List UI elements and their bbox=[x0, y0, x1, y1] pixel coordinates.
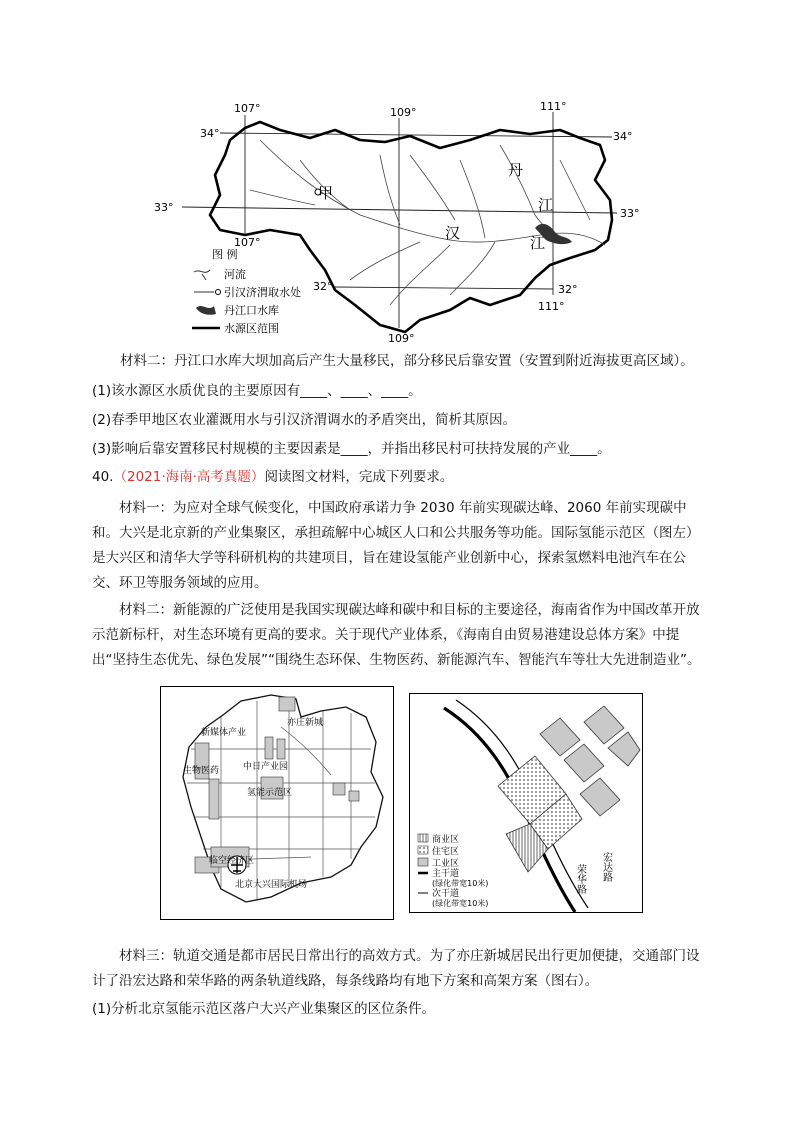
q40-material3: 材料三：轨道交通是都市居民日常出行的高效方式。为了亦庄新城居民出行更加便捷，交通部门设计了沿宏达路和荣华路的两条轨道线路，每条线路均有地下方案和高架方案（图右）。 bbox=[92, 948, 700, 989]
zone-yizhuang bbox=[279, 697, 295, 711]
legend-commercial-swatch bbox=[418, 834, 428, 842]
q40-sub1: (1)分析北京氢能示范区落户大兴产业集聚区的区位条件。 bbox=[92, 1001, 436, 1017]
map-daxing-svg bbox=[161, 687, 393, 919]
label-107-top: 107° bbox=[234, 102, 261, 115]
legend-secondary-road-note: (绿化带宽10米) bbox=[432, 899, 489, 908]
label-33-left: 33° bbox=[154, 201, 174, 214]
label-hydrogen: 氢能示范区 bbox=[247, 788, 293, 798]
q40-instruction: 阅读图文材料，完成下列要求。 bbox=[264, 469, 454, 485]
block-industrial-2 bbox=[564, 744, 604, 782]
river-trib-8 bbox=[250, 190, 315, 205]
rivers bbox=[250, 140, 605, 305]
map-hanjiang-source-area bbox=[150, 100, 650, 345]
legend-industrial-swatch bbox=[418, 858, 428, 866]
river-trib-7 bbox=[450, 242, 495, 295]
label-jia: 甲 bbox=[318, 184, 334, 202]
q40-number: 40. bbox=[92, 469, 114, 485]
q39-sub3: (3)影响后靠安置移民村规模的主要因素是____，并指出移民村可扶持发展的产业____。 bbox=[92, 441, 611, 457]
q39-sub2: (2)春季甲地区农业灌溉用水与引汉济渭调水的矛盾突出，简析其原因。 bbox=[92, 412, 517, 428]
label-han: 汉 bbox=[445, 224, 461, 242]
label-111-top: 111° bbox=[540, 100, 567, 113]
label-32-right: 32° bbox=[558, 283, 578, 296]
legend-commercial: 商业区 bbox=[432, 835, 460, 845]
label-34-left: 34° bbox=[200, 127, 220, 140]
q39-material2: 材料二：丹江口水库大坝加高后产生大量移民，部分移民后靠安置（安置到附近海拔更高区域）。 bbox=[120, 353, 694, 369]
legend-residential-swatch bbox=[418, 846, 428, 854]
q40-material1: 材料一：为应对全球气候变化，中国政府承诺力争 2030 年前实现碳达峰、2060 年前实现碳中和。大兴是北京新的产业集聚区，承担疏解中心城区人口和公共服务等功能。国际氢能示范区（图左）是大兴区和清华大学等科研机构的共建项目，旨在建设氢能产业创新中心，探索氢燃料电池汽车在公交、环卫等服务领域的应用。 bbox=[92, 500, 700, 591]
label-yizhuang: 亦庄新城 bbox=[287, 718, 324, 728]
road-hongda-label: 宏达路 bbox=[600, 852, 612, 882]
reservoir-icon bbox=[196, 306, 216, 315]
river-trib-9 bbox=[560, 160, 590, 220]
map-yizhuang-plan bbox=[409, 693, 643, 913]
legend-boundary: 水源区范围 bbox=[224, 322, 279, 335]
label-32: 32° bbox=[313, 280, 333, 293]
label-airport: 北京大兴国际机场 bbox=[235, 880, 308, 890]
legend-main-road: 主干道 bbox=[432, 869, 460, 879]
label-airport-zone: 临空经济区 bbox=[209, 856, 255, 866]
zone-bio bbox=[209, 779, 219, 819]
label-jiang: 江 bbox=[530, 234, 546, 252]
zone-zhongri-a bbox=[265, 737, 273, 759]
label-107-mid: 107° bbox=[234, 236, 261, 249]
river-trib-5 bbox=[350, 242, 420, 280]
legend-intake: 引汉济渭取水处 bbox=[224, 286, 301, 299]
map-yizhuang-svg bbox=[410, 694, 642, 912]
river-icon bbox=[194, 270, 210, 280]
zone-zhongri-b bbox=[277, 739, 285, 759]
legend-industrial: 工业区 bbox=[432, 859, 460, 869]
q40-header bbox=[92, 466, 453, 488]
label-109-bottom: 109° bbox=[388, 332, 415, 345]
legend-reservoir: 丹江口水库 bbox=[224, 304, 279, 317]
label-bio: 生物医药 bbox=[183, 766, 220, 776]
legend-river: 河流 bbox=[224, 268, 246, 281]
legend-residential: 住宅区 bbox=[432, 847, 460, 857]
legend-secondary-road: 次干道 bbox=[432, 889, 460, 899]
zone-east-a bbox=[333, 783, 345, 795]
label-33-right: 33° bbox=[620, 207, 640, 220]
block-industrial-3 bbox=[584, 706, 624, 744]
map-hanjiang-svg bbox=[150, 100, 650, 345]
legend-main-road-note: (绿化带宽10米) bbox=[432, 879, 489, 888]
parallel-32 bbox=[335, 287, 553, 289]
map1-legend bbox=[192, 247, 301, 335]
yizhuang-legend bbox=[418, 833, 488, 908]
river-trib-2 bbox=[380, 155, 400, 225]
label-dan: 丹 bbox=[508, 161, 524, 179]
yizhuang-blocks bbox=[498, 706, 640, 872]
label-111-bottom: 111° bbox=[538, 300, 565, 313]
river-trib-4 bbox=[460, 160, 485, 238]
label-jiang2: 江 bbox=[538, 196, 554, 214]
block-industrial-5 bbox=[580, 778, 620, 816]
road-ronghua-label: 荣华路 bbox=[574, 864, 586, 894]
map-daxing bbox=[160, 686, 394, 920]
river-danjiang bbox=[500, 145, 555, 235]
legend-title: 图 例 bbox=[212, 248, 238, 261]
label-zhongri: 中日产业园 bbox=[243, 762, 289, 772]
label-xinmei: 新媒体产业 bbox=[201, 728, 247, 738]
block-industrial-1 bbox=[540, 718, 580, 756]
label-109-top: 109° bbox=[390, 106, 417, 119]
q39-sub1: (1)该水源区水质优良的主要原因有____、____、____。 bbox=[92, 383, 422, 399]
q40-material2: 材料二：新能源的广泛使用是我国实现碳达峰和碳中和目标的主要途径，海南省作为中国改革开放示范新标杆，对生态环境有更高的要求。关于现代产业体系，《海南自由贸易港建设总体方案》中提出“坚持生态优先、绿色发展”“围绕生态环保、生物医药、新能源汽车、智能汽车等壮大先进制造业”。 bbox=[92, 602, 701, 668]
zone-east-b bbox=[349, 791, 359, 801]
label-34-right: 34° bbox=[613, 130, 633, 143]
intake-icon bbox=[216, 290, 221, 295]
q40-source: （2021·海南·高考真题） bbox=[113, 469, 265, 485]
